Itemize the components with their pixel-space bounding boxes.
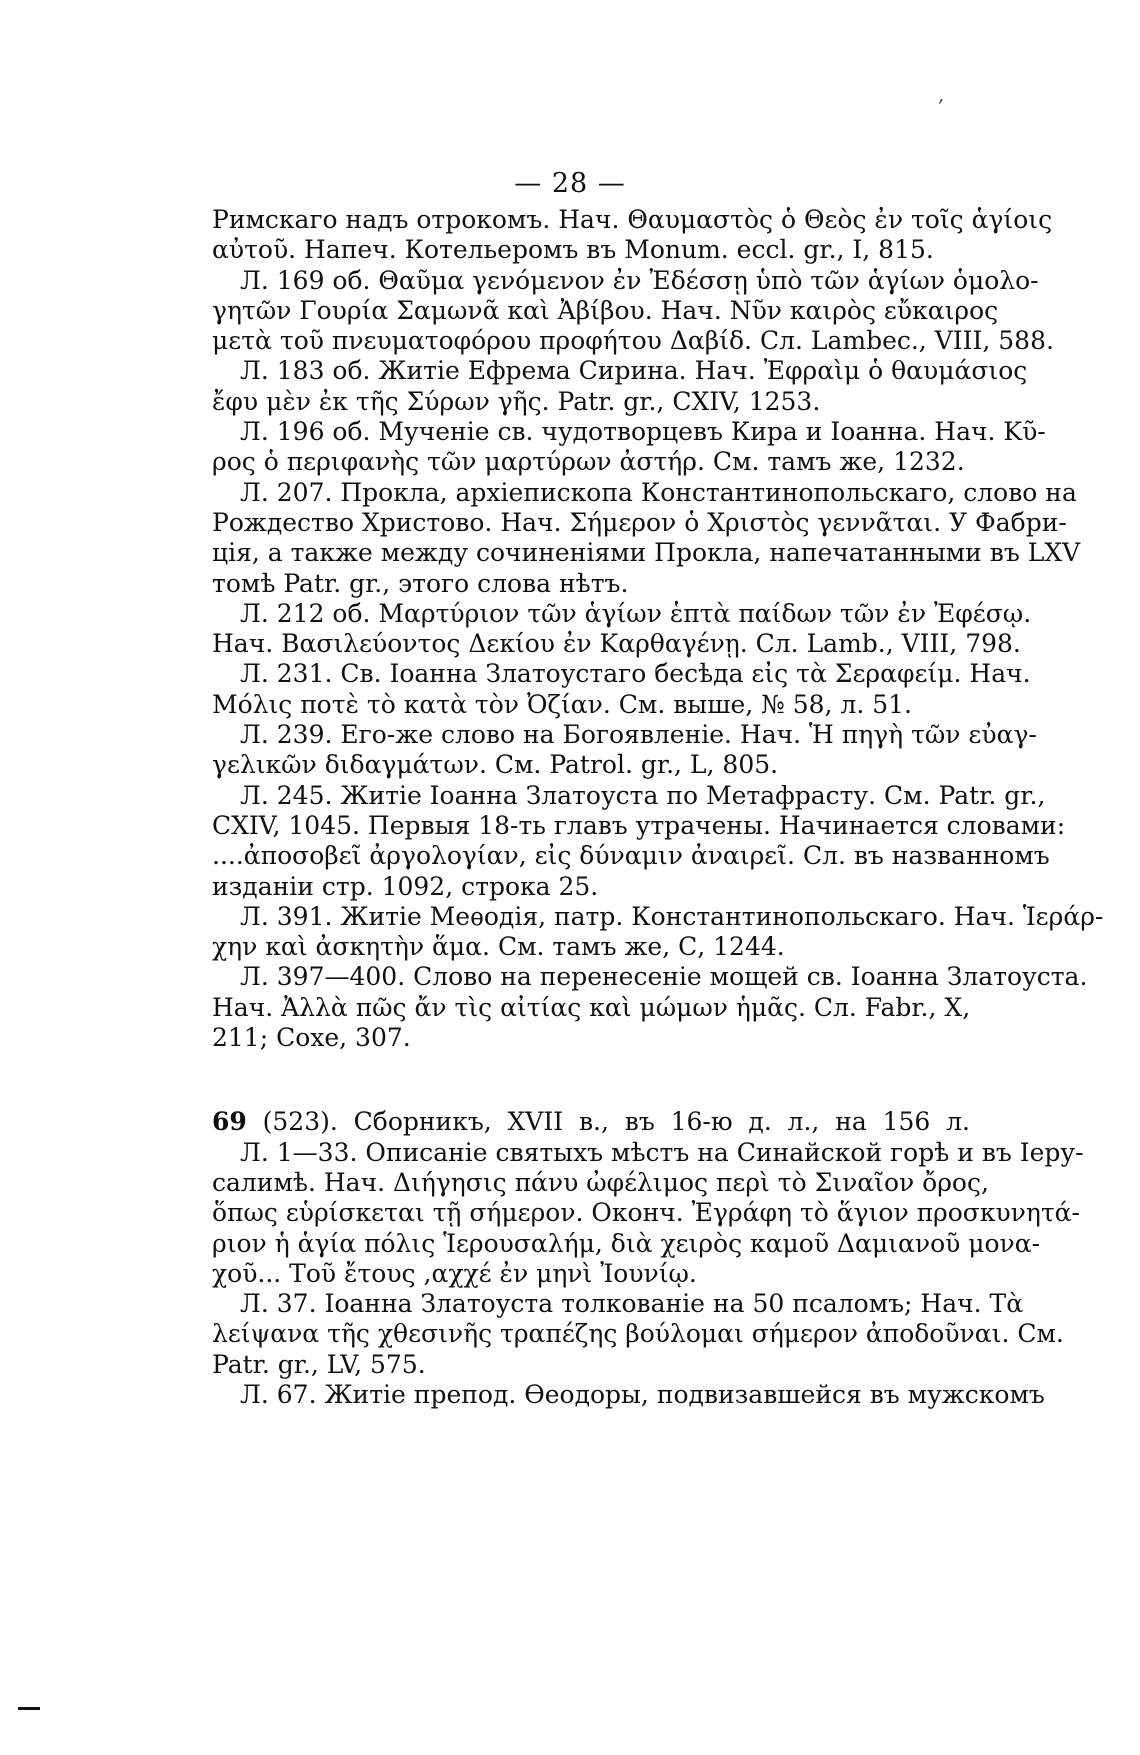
text-line: Л. 169 об. Θαῦμα γενόμενον ἐν Ἐδέσσῃ ὑπὸ τῶν ἁγίων ὁμολο- — [240, 265, 1039, 295]
text-line: Л. 1—33. Описаніе святыхъ мѣстъ на Синайской горѣ и въ Іеру- — [240, 1137, 1084, 1167]
text-line: ἔφυ μὲν ἐκ τῆς Σύρων γῆς. Patr. gr., CXIV, 1253. — [212, 386, 821, 416]
text-line: μετὰ τοῦ πνευματοφόρου προφήτου Δαβίδ. Сл. Lambec., VIII, 588. — [212, 326, 1054, 356]
text-line: Л. 397—400. Слово на перенесеніе мощей св. Іоанна Златоуста. — [240, 962, 1088, 992]
text-line: изданіи стр. 1092, строка 25. — [212, 871, 599, 901]
text-line: салимѣ. Нач. Διήγησις πάνυ ὠφέλιμος περὶ τὸ Σιναῖον ὄρος, — [212, 1167, 989, 1197]
text-line: томѣ Patr. gr., этого слова нѣтъ. — [212, 568, 629, 598]
text-line: Л. 183 об. Житіе Ефрема Сирина. Нач. Ἐφραὶμ ὁ θαυμάσιος — [240, 356, 1028, 386]
margin-mark: , — [938, 82, 945, 106]
text-line: Л. 37. Іоанна Златоуста толкованіе на 50 псаломъ; Нач. Τὰ — [240, 1289, 1024, 1319]
text-line: αὐτοῦ. Напеч. Котельеромъ въ Monum. eccl. gr., I, 815. — [212, 235, 934, 265]
text-line: ....ἀποσοβεῖ ἀργολογίαν, εἰς δύναμιν ἀναιρεῖ. Сл. въ названномъ — [212, 841, 1050, 871]
text-line: Patr. gr., LV, 575. — [212, 1349, 426, 1379]
text-line: ρος ὁ περιφανὴς τῶν μαρτύρων ἀστήρ. См. тамъ же, 1232. — [212, 447, 965, 477]
text-line: ція, а также между сочиненіями Прокла, напечатанными въ LXV — [212, 538, 1081, 568]
text-line: γελικῶν διδαγμάτων. См. Patrol. gr., L, 805. — [212, 750, 779, 780]
entry-heading — [212, 1107, 970, 1137]
text-line: Л. 212 об. Μαρτύριον τῶν ἁγίων ἑπτὰ παίδων τῶν ἐν Ἐφέσῳ. — [240, 598, 1032, 628]
text-line: χοῦ... Τοῦ ἔτους ,αχχέ ἐν μηνὶ Ἰουνίῳ. — [212, 1258, 697, 1288]
entry-number: 69 — [212, 1107, 247, 1137]
text-line: Л. 67. Житіе препод. Ѳеодоры, подвизавшейся въ мужскомъ — [240, 1379, 1045, 1409]
text-line: Л. 391. Житіе Меѳодія, патр. Константинопольскаго. Нач. Ἱεράρ- — [240, 901, 1104, 931]
text-line: ριον ἡ ἁγία πόλις Ἱερουσαλήμ, διὰ χειρὸς καμοῦ Δαμιανοῦ μονα- — [212, 1228, 1041, 1258]
text-line: Л. 239. Его-же слово на Богоявленіе. Нач. Ἡ πηγὴ τῶν εὐαγ- — [240, 720, 1037, 750]
text-line: ὅπως εὑρίσκεται τῇ σήμερον. Оконч. Ἐγράφη τὸ ἅγιον προσκυνητά- — [212, 1198, 1080, 1228]
text-column — [212, 205, 1104, 1410]
text-line: λείψανα τῆς χθεσινῆς τραπέζης βούλομαι σήμερον ἀποδοῦναι. См. — [212, 1319, 1064, 1349]
section-a — [212, 205, 1104, 1053]
text-line: Μόλις ποτὲ τὸ κατὰ τὸν Ὀζίαν. См. выше, № 58, л. 51. — [212, 689, 912, 719]
text-line: Нач. Ἀλλὰ πῶς ἄν τὶς αἰτίας καὶ μώμων ἡμᾶς. Сл. Fabr., X, — [212, 992, 971, 1022]
text-line: Рождество Христово. Нач. Σήμερον ὁ Χριστὸς γεννᾶται. У Фабри- — [212, 507, 1067, 537]
text-line: Л. 231. Св. Іоанна Златоустаго бесѣда εἰς τὰ Σεραφείμ. Нач. — [240, 659, 1031, 689]
text-line: Л. 196 об. Мученіе св. чудотворцевъ Кира и Іоанна. Нач. Κῦ- — [240, 417, 1046, 447]
text-line: χην καὶ ἀσκητὴν ἅμα. См. тамъ же, С, 1244. — [212, 932, 785, 962]
section-gap — [212, 1053, 970, 1107]
text-line: Л. 207. Прокла, архіепископа Константинопольскаго, слово на — [240, 477, 1077, 507]
text-line: Римскаго надъ отрокомъ. Нач. Θαυμαστὸς ὁ Θεὸς ἐν τοῖς ἁγίοις — [212, 205, 1053, 234]
margin-dash — [18, 1707, 40, 1710]
text-line: CXIV, 1045. Первыя 18-ть главъ утрачены. Начинается словами: — [212, 810, 1066, 840]
text-line: Л. 245. Житіе Іоанна Златоуста по Метафрасту. См. Patr. gr., — [240, 780, 1046, 810]
text-line: Нач. Βασιλεύοντος Δεκίου ἐν Καρθαγένῃ. Сл. Lamb., VIII, 798. — [212, 629, 1021, 659]
section-b — [212, 1137, 1084, 1411]
text-line: γητῶν Γουρία Σαμωνᾶ καὶ Ἀβίβου. Нач. Νῦν καιρὸς εὔκαιρος — [212, 295, 999, 325]
text-line: 211; Coxe, 307. — [212, 1023, 411, 1053]
page-number: — 28 — — [514, 168, 626, 199]
entry-heading-text: (523). Сборникъ, XVII в., въ 16-ю д. л., на 156 л. — [246, 1107, 970, 1137]
